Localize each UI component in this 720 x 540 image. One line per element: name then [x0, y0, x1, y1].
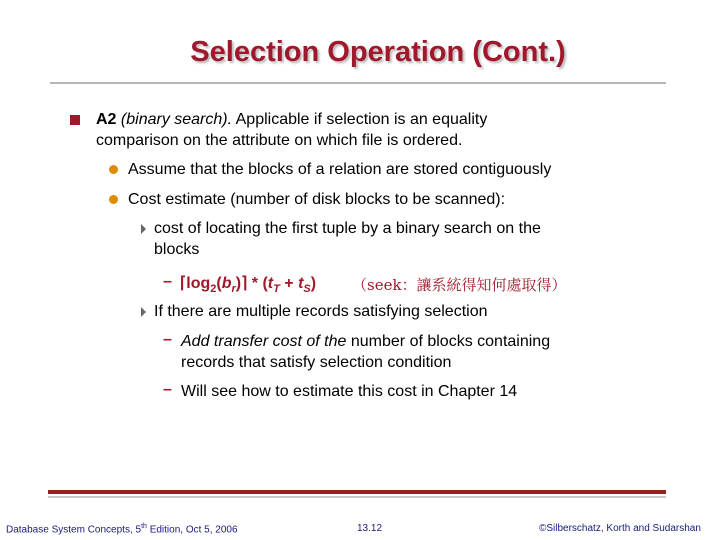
- transfer-cost-line-2: records that satisfy selection condition: [181, 354, 452, 371]
- footer-bar: [48, 490, 666, 494]
- square-bullet-icon: [70, 115, 80, 125]
- dash-bullet-icon: –: [163, 273, 172, 290]
- slide-title: Selection Operation (Cont.): [190, 36, 566, 68]
- footer-page-number: 13.12: [357, 523, 383, 534]
- transfer-cost-line-1: Add transfer cost of the number of blocks containing: [181, 333, 551, 350]
- a2-rest: Applicable if selection is an equality: [235, 111, 488, 128]
- chapter-14-note: Will see how to estimate this cost in Chapter 14: [181, 383, 518, 400]
- footer-book-title: Database System Concepts, 5th Edition, Oct 5, 2006: [6, 523, 238, 536]
- a2-term: (binary search).: [120, 111, 233, 128]
- footer-bar-shadow: [48, 496, 666, 498]
- seek-note: （seek：讓系統得知何處取得）: [352, 276, 567, 294]
- triangle-bullet-icon: [141, 307, 146, 317]
- title-divider: [50, 82, 666, 84]
- footer-authors: ©Silberschatz, Korth and Sudarshan: [539, 523, 701, 534]
- dash-bullet-icon: –: [163, 381, 172, 398]
- transfer-cost-italic: Add transfer cost of the: [181, 333, 347, 350]
- a2-label: A2: [96, 111, 117, 128]
- binary-search-cost-line-2: blocks: [154, 241, 200, 258]
- dot-bullet-icon: [109, 165, 118, 174]
- cost-formula: $⌈\log_2(b_r)⌉ * (t_T + t_S)$: [180, 275, 317, 296]
- a2-line-1: [96, 109, 487, 130]
- dash-bullet-icon: –: [163, 331, 172, 348]
- triangle-bullet-icon: [141, 224, 146, 234]
- multiple-records-line: If there are multiple records satisfying selection: [154, 303, 488, 320]
- sub-bullet-contiguous: Assume that the blocks of a relation are stored contiguously: [128, 161, 552, 178]
- sub-bullet-cost-estimate: Cost estimate (number of disk blocks to be scanned):: [128, 191, 506, 208]
- binary-search-cost-line-1: cost of locating the first tuple by a binary search on the: [154, 220, 541, 237]
- dot-bullet-icon: [109, 195, 118, 204]
- a2-line-2: comparison on the attribute on which file is ordered.: [96, 132, 463, 149]
